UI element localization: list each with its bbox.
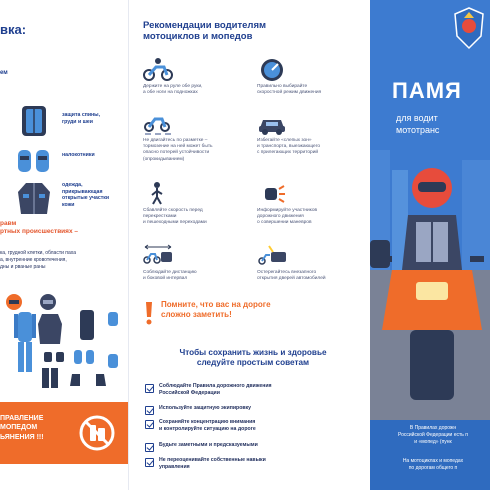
checkbox-icon [145,458,154,467]
checkbox-icon [145,443,154,452]
cover-footer-text-1: В Правилах дорожн Российской Федерации есть п и «мопед» (пунк [397,425,469,445]
recommendation-item [143,56,251,102]
recommendation-text: Правильно выбирайте скоростной режим движения [257,84,322,96]
tip-text: Не переоценивайте собственные навыки управления [159,457,266,470]
distance-icon [143,242,173,268]
recommendation-item [257,180,365,226]
recommendation-text: Избегайте «слепых зон» и транспорта, выезжающего с прилегающих территорий [257,138,321,156]
cover-panel [370,0,490,490]
recommendation-item [257,242,365,288]
police-emblem-icon [452,6,486,50]
recommendation-item [143,180,251,226]
exclamation-icon [143,300,155,326]
recommendations-title: Рекомендации водителям мотоциклов и мопедов [143,20,267,43]
recommendation-item [257,56,365,102]
warning-title: равм ртных происшествиях – [0,220,79,236]
cover-footer-text-2: На мотоциклах и мопедах по дорогам общего п [402,458,464,471]
recommendation-item [143,110,251,162]
tip-item [145,418,355,434]
gear-row-jacket [14,180,126,214]
back-protector-icon [14,104,54,138]
recommendation-text: Держите на руле обе руки, а обе ноги на подножках [143,84,203,96]
warning-text: ка, грудной клетки, области паха а, внутренние кровотечения, дны и рваные раны [0,250,77,270]
tip-item [145,382,355,398]
gear-label-back: защита спины, груди и шеи [62,112,101,125]
left-panel [0,0,128,490]
equipment-illustration [0,290,125,390]
tip-text: Будьте заметными и предсказуемыми [159,442,258,448]
checkbox-icon [145,420,154,429]
checkbox-icon [145,384,154,393]
recommendation-text: Сбавляйте скорость перед перекрестками и пешеходными переходами [143,208,207,226]
signal-icon [257,180,287,206]
no-alcohol-icon [78,414,116,452]
road-marking-icon [143,110,173,136]
middle-panel [128,0,370,490]
motorcyclist-illustration [370,0,490,420]
tip-item [145,441,355,457]
cover-footer [370,420,490,490]
left-title: вка: [0,22,27,37]
tip-text: Соблюдайте Правила дорожного движения Российской Федерации [159,383,272,396]
tip-text: Сохраняйте концентрацию внимания и контролируйте ситуацию на дороге [159,419,256,432]
notice-block [143,296,363,330]
car-icon [257,110,287,136]
motorcycle-icon [143,56,173,82]
tip-item [145,456,355,472]
speedometer-icon [257,56,287,82]
jacket-icon [14,180,54,216]
recommendation-text: Остерегайтесь внезапного открытия дверей автомобилей [257,270,326,282]
recommendation-item [257,110,365,156]
elbow-pads-icon [14,144,54,178]
banner-text: ПРАВЛЕНИЕ МОПЕДОМ ЬЯНЕНИЯ !!! [0,415,44,441]
tips-title: Чтобы сохранить жизнь и здоровье следуйте простым советам [179,348,327,368]
recommendation-text: Соблюдайте дистанцию и боковой интервал [143,270,197,282]
tip-text: Используйте защитную экипировку [159,405,252,411]
cover-subtitle: для водит мототранс [396,113,440,136]
gear-row-back [14,104,126,138]
cover-title: ПАМЯ [392,78,462,103]
recommendation-text: Информируйте участников дорожного движения о совершении маневров [257,208,318,226]
left-warning-banner [0,402,128,464]
crossing-icon [143,180,173,206]
checkbox-icon [145,406,154,415]
gear-label-jacket: одежда, прикрывающая открытые участки кожи [62,182,110,208]
left-subtitle: ем [0,70,8,76]
recommendation-text: Не двигайтесь по разметке – тормозение на ней может быть опасно потерей устойчивости (опрокидыванием) [143,138,213,162]
gear-row-elbow [14,144,126,178]
door-icon [257,242,287,268]
gear-label-elbow: налокотники [62,152,95,158]
notice-text: Помните, что вас на дороге сложно заметить! [161,300,271,320]
recommendation-item [143,242,251,288]
